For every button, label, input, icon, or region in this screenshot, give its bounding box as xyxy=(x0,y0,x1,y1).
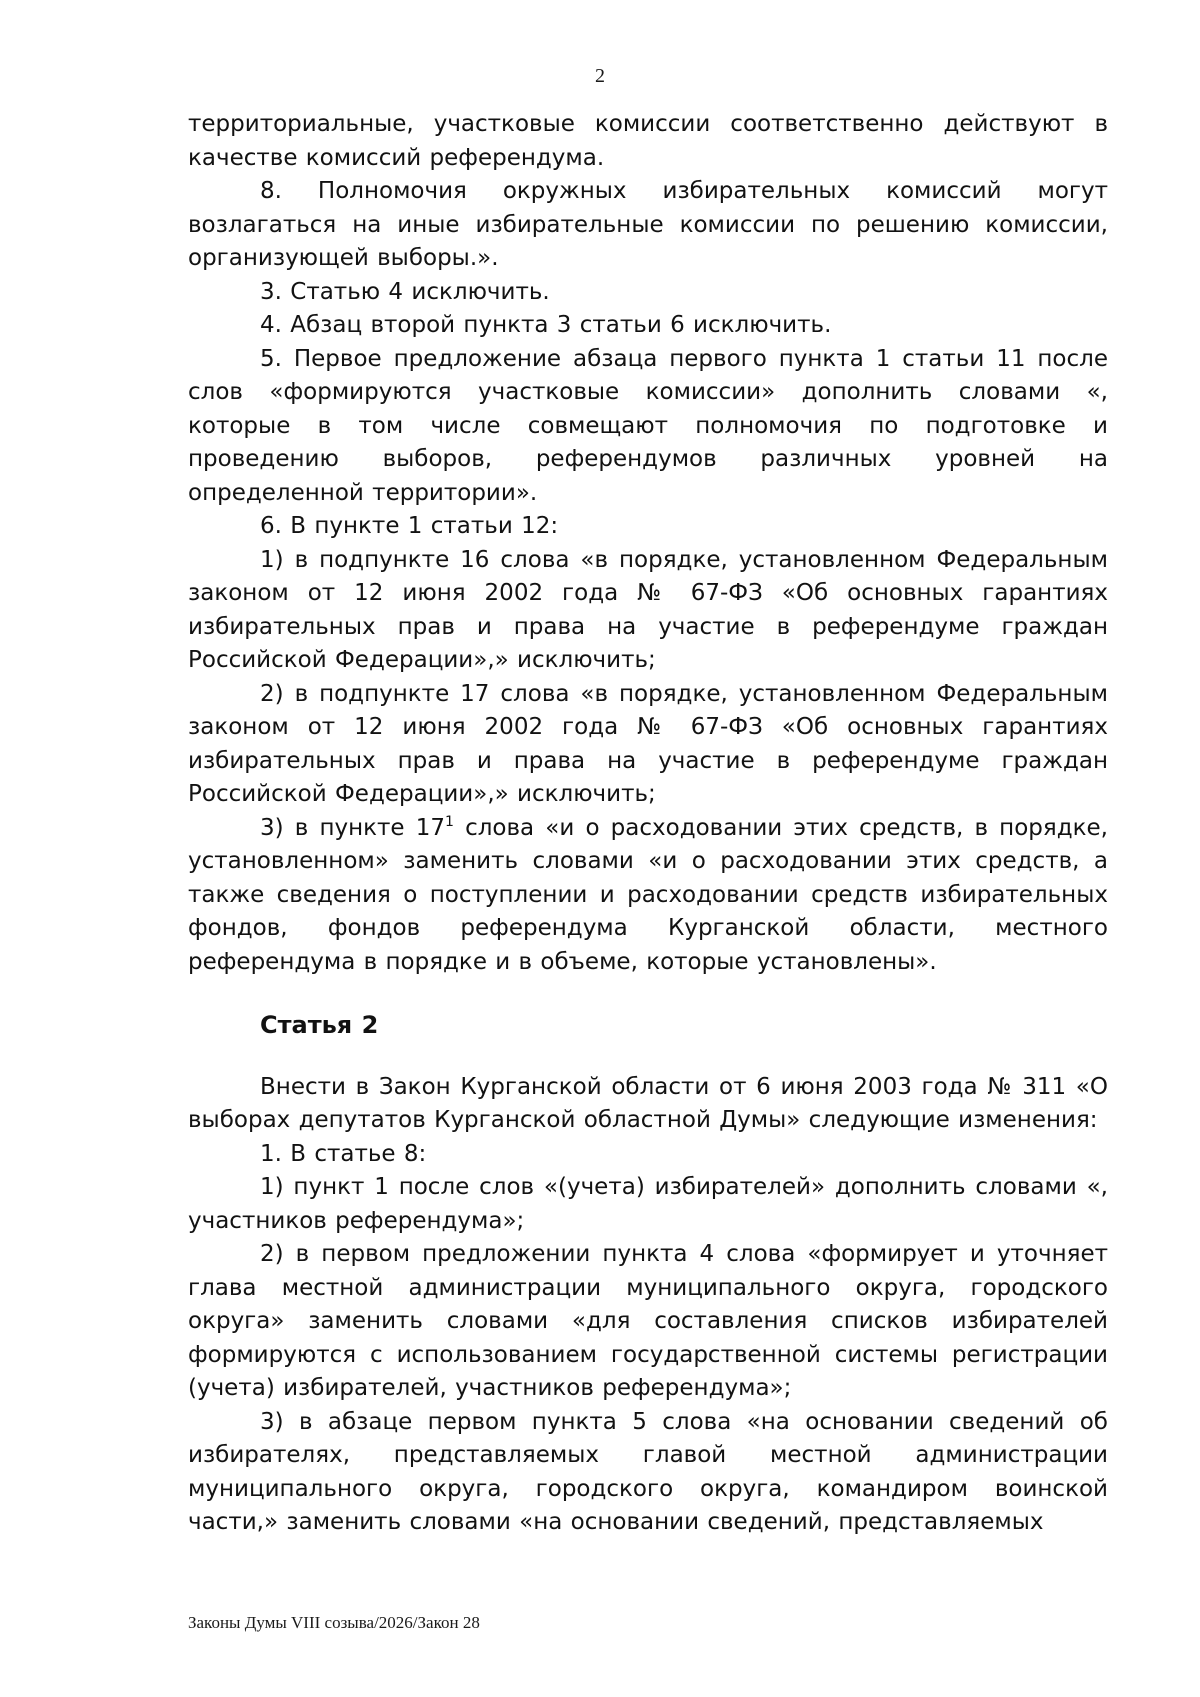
paragraph-suffix: слова «и о расходовании этих средств, в порядке, установленном» заменить словами «и о расходовании этих средств, а также сведения о поступлении и расходовании средств избирательных фондов, фондов референдума Курганской области, местного референдума в порядке и в объеме, которые установлены». xyxy=(188,814,1108,975)
document-body xyxy=(188,108,1108,1540)
paragraph: 3) в абзаце первом пункта 5 слова «на основании сведений об избирателях, представляемых главой местной администрации муниципального округа, городского округа, командиром воинской части,» заменить словами «на основании сведений, представляемых xyxy=(188,1408,1108,1535)
paragraph: 3. Статью 4 исключить. xyxy=(260,278,550,305)
document-footer: Законы Думы VIII созыва/2026/Закон 28 xyxy=(188,1613,480,1632)
paragraph: Внести в Закон Курганской области от 6 июня 2003 года № 311 «О выборах депутатов Курганской областной Думы» следующие изменения: xyxy=(188,1073,1108,1133)
paragraph: 1. В статье 8: xyxy=(260,1140,427,1167)
paragraph: 2) в первом предложении пункта 4 слова «формирует и уточняет глава местной администрации муниципального округа, городского округа» заменить словами «для составления списков избирателей формируются с использованием государственной системы регистрации (учета) избирателей, участников референдума»; xyxy=(188,1241,1108,1401)
page-number: 2 xyxy=(595,65,605,87)
article-heading: Статья 2 xyxy=(260,1011,379,1039)
paragraph-prefix: 3) в пункте 17 xyxy=(260,814,445,841)
paragraph: 1) пункт 1 после слов «(учета) избирателей» дополнить словами «, участников референдума»; xyxy=(188,1174,1108,1234)
paragraph: 2) в подпункте 17 слова «в порядке, установленном Федеральным законом от 12 июня 2002 года № 67-ФЗ «Об основных гарантиях избирательных прав и права на участие в референдуме граждан Российской Федерации»,» исключить; xyxy=(188,680,1108,807)
superscript-marker: 1 xyxy=(445,813,454,830)
paragraph: 1) в подпункте 16 слова «в порядке, установленном Федеральным законом от 12 июня 2002 года № 67-ФЗ «Об основных гарантиях избирательных прав и права на участие в референдуме граждан Российской Федерации»,» исключить; xyxy=(188,546,1108,673)
paragraph: 8. Полномочия окружных избирательных комиссий могут возлагаться на иные избирательные комиссии по решению комиссии, организующей выборы.». xyxy=(188,178,1108,271)
paragraph: 6. В пункте 1 статьи 12: xyxy=(260,513,559,539)
paragraph: 5. Первое предложение абзаца первого пункта 1 статьи 11 после слов «формируются участковые комиссии» дополнить словами «, которые в том числе совмещают полномочия по подготовке и проведению выборов, референдумов различных уровней на определенной территории». xyxy=(188,345,1108,506)
paragraph xyxy=(188,812,1108,980)
paragraph: 4. Абзац второй пункта 3 статьи 6 исключить. xyxy=(260,312,832,338)
paragraph: территориальные, участковые комиссии соответственно действуют в качестве комиссий референдума. xyxy=(188,111,1108,171)
